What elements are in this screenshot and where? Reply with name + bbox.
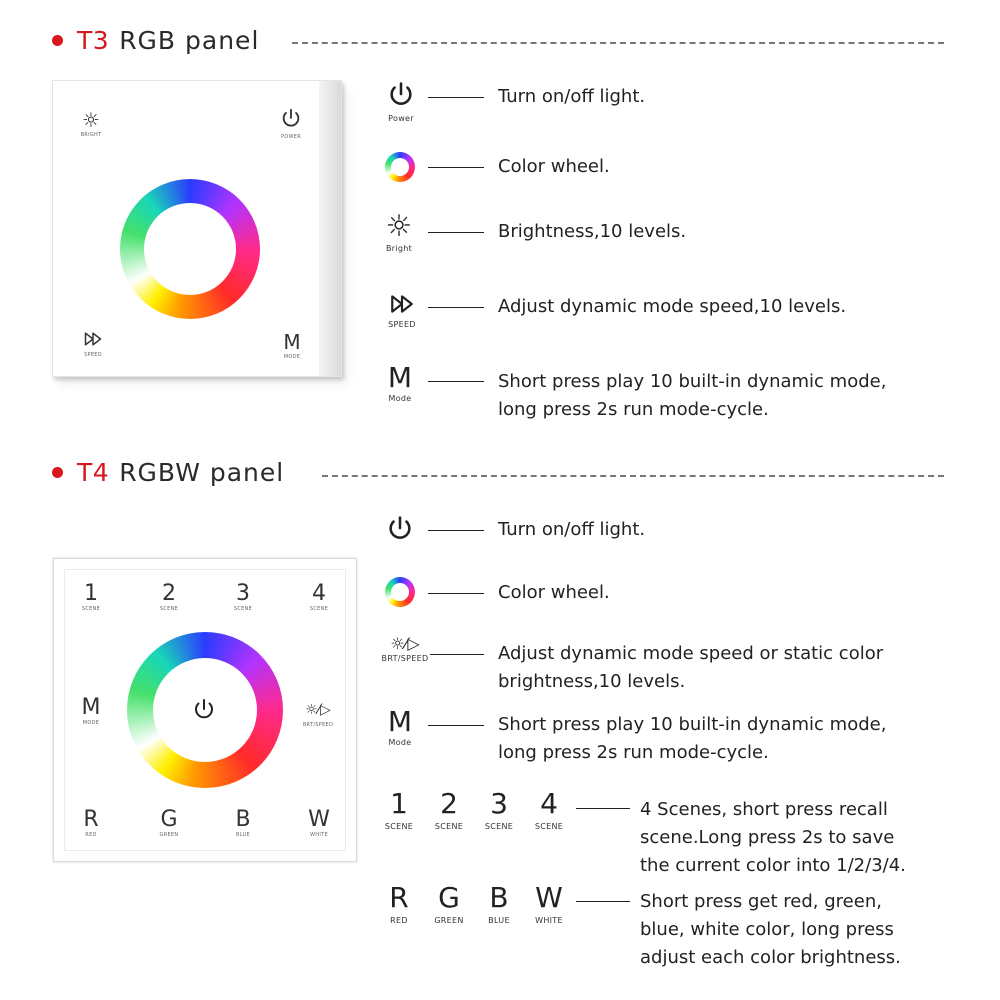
legend-speed: SPEED: [382, 294, 422, 329]
legend-text: Turn on/off light.: [498, 519, 646, 540]
power-icon: [386, 514, 414, 542]
panel-green-button: G GREEN: [159, 807, 179, 838]
color-wheel-icon: [385, 152, 415, 182]
t4-title: [52, 452, 284, 492]
legend-text: Color wheel.: [498, 156, 610, 177]
brightness-speed-icon: ☼⁄▷: [390, 634, 420, 653]
color-wheel: [120, 179, 260, 319]
connector-line: [428, 97, 484, 98]
legend-power: Power: [384, 80, 418, 123]
dashed-divider: [322, 475, 944, 477]
legend-text: Short press get red, green, blue, white color, long press adjust each color brightness.: [640, 891, 901, 968]
bullet-dot: [52, 467, 63, 478]
panel-speed-button: SPEED: [79, 331, 107, 358]
legend-text: Adjust dynamic mode speed or static color brightness,10 levels.: [498, 643, 884, 692]
mode-icon: M: [81, 695, 101, 720]
connector-line: [428, 381, 484, 382]
legend-bright: ☼ Bright: [382, 212, 416, 253]
scene-2-button: 2 SCENE: [159, 581, 179, 612]
panel-bright-button: ☼ BRIGHT: [77, 109, 105, 138]
panel-blue-button: B BLUE: [235, 807, 251, 838]
legend-text: 4 Scenes, short press recall scene.Long press 2s to save the current color into 1/2/3/4.: [640, 799, 906, 876]
panel-power-button: POWER: [275, 107, 307, 140]
scene-4-key: 4 SCENE: [534, 787, 564, 831]
connector-line: [430, 654, 484, 655]
scene-2-key: 2 SCENE: [434, 787, 464, 831]
panel-edge: [319, 81, 341, 376]
t3-title: [52, 20, 259, 60]
mode-icon: M: [283, 330, 301, 354]
scene-1-key: 1 SCENE: [384, 787, 414, 831]
panel-mode-button: M MODE: [277, 331, 307, 360]
legend-text: Adjust dynamic mode speed,10 levels.: [498, 296, 847, 317]
legend-mode: M Mode: [384, 708, 416, 747]
green-key: G GREEN: [434, 881, 464, 925]
fast-forward-icon: [389, 294, 415, 314]
legend-text: Color wheel.: [498, 582, 610, 603]
t4-name: RGBW panel: [119, 457, 285, 487]
power-icon: [280, 107, 302, 129]
mode-icon: M: [387, 361, 413, 394]
t4-panel-image: [53, 558, 357, 862]
dashed-divider: [292, 42, 944, 44]
legend-text: Turn on/off light.: [498, 86, 646, 107]
mode-icon: M: [387, 705, 413, 738]
legend-text: Short press play 10 built-in dynamic mode, long press 2s run mode-cycle.: [498, 371, 887, 420]
panel-power-button: [190, 697, 218, 725]
connector-line: [576, 901, 630, 902]
connector-line: [428, 307, 484, 308]
panel-white-button: W WHITE: [308, 807, 330, 838]
legend-text: Brightness,10 levels.: [498, 221, 687, 242]
scene-4-button: 4 SCENE: [309, 581, 329, 612]
white-key: W WHITE: [535, 881, 563, 925]
red-key: R RED: [389, 881, 409, 925]
legend-text: Short press play 10 built-in dynamic mode, long press 2s run mode-cycle.: [498, 714, 887, 763]
t3-panel-image: [52, 80, 342, 377]
t3-code: T3: [77, 25, 110, 55]
legend-mode: M Mode: [384, 364, 416, 403]
blue-key: B BLUE: [488, 881, 510, 925]
t3-name: RGB panel: [119, 25, 260, 55]
sun-icon: ☼: [385, 209, 413, 244]
connector-line: [428, 167, 484, 168]
scene-3-button: 3 SCENE: [233, 581, 253, 612]
panel-red-button: R RED: [83, 807, 99, 838]
panel-mode-button: M MODE: [76, 697, 106, 726]
fast-forward-icon: [83, 331, 103, 347]
brightness-speed-icon: ☼⁄▷: [305, 702, 331, 718]
sun-icon: ☼: [82, 108, 100, 132]
legend-brt-speed: ☼⁄▷ BRT/SPEED: [381, 634, 429, 663]
scene-3-key: 3 SCENE: [484, 787, 514, 831]
scene-icons: [380, 787, 568, 831]
connector-line: [576, 808, 630, 809]
connector-line: [428, 530, 484, 531]
connector-line: [428, 232, 484, 233]
power-icon: [192, 697, 216, 721]
connector-line: [428, 593, 484, 594]
color-wheel-icon: [385, 577, 415, 607]
scene-1-button: 1 SCENE: [81, 581, 101, 612]
color-keys: [380, 881, 568, 925]
bullet-dot: [52, 35, 63, 46]
power-icon: [387, 80, 415, 108]
t4-code: T4: [77, 457, 110, 487]
panel-brt-speed-button: ☼⁄▷ BRT/SPEED: [298, 699, 338, 728]
connector-line: [428, 725, 484, 726]
